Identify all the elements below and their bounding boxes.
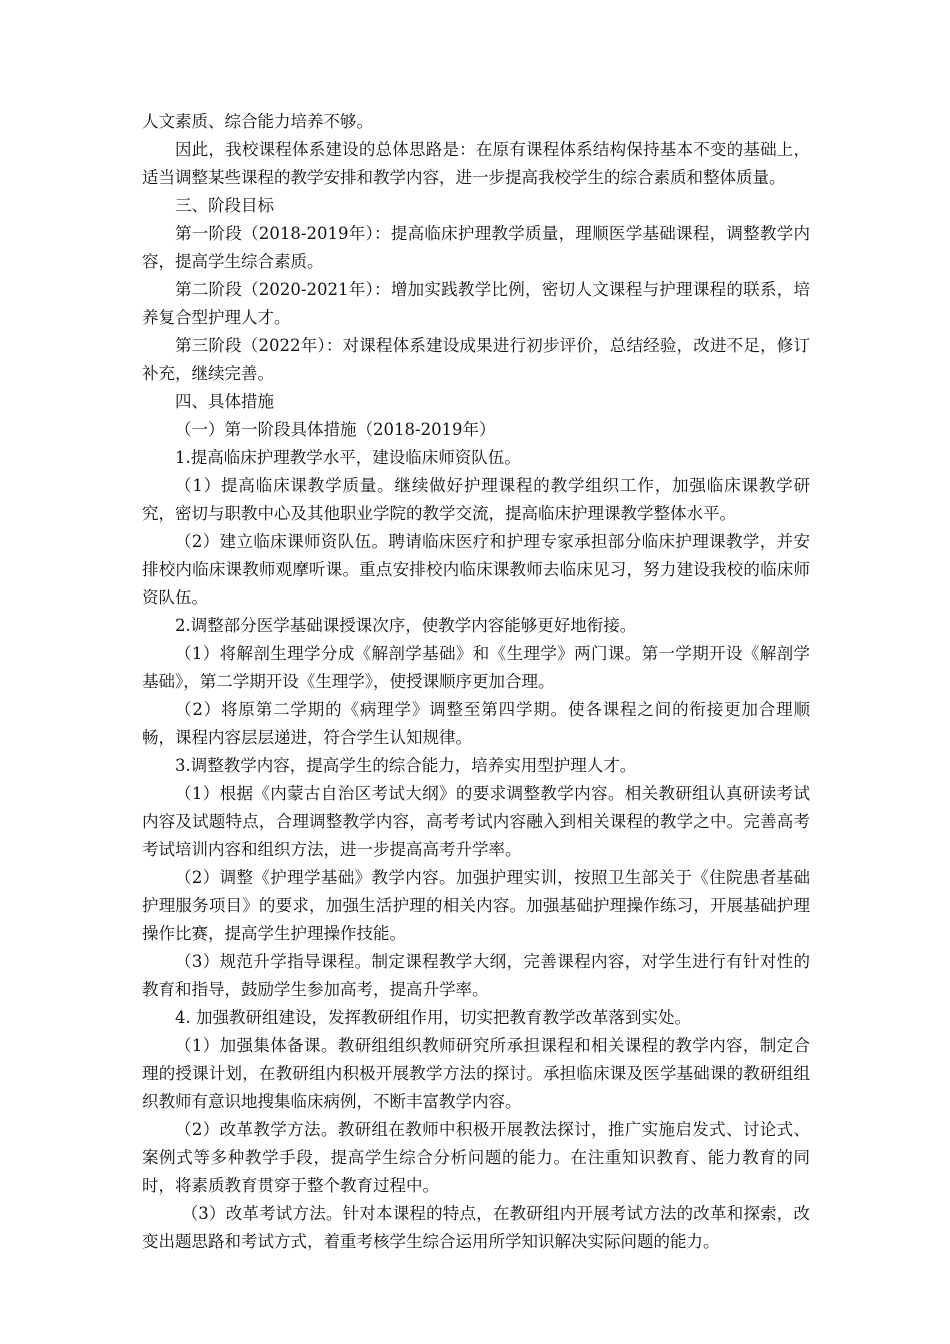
paragraph: （1）将解剖生理学分成《解剖学基础》和《生理学》两门课。第一学期开设《解剖学基础》，第二学期开设《生理学》，使授课顺序更加合理。 [142,644,810,691]
paragraph: （1）加强集体备课。教研组组织教师研究所承担课程和相关课程的教学内容，制定合理的授课计划，在教研组内积极开展教学方法的探讨。承担临床课及医学基础课的教研组组织教师有意识地搜集临床病例，不断丰富教学内容。 [142,1036,810,1111]
paragraph: （2）改革教学方法。教研组在教师中积极开展教法探讨，推广实施启发式、讨论式、案例式等多种教学手段，提高学生综合分析问题的能力。在注重知识教育、能力教育的同时，将素质教育贯穿于整个教育过程中。 [142,1120,810,1195]
section-heading: 四、具体措施 [175,392,274,411]
document-body [142,108,810,1256]
paragraph: （2）将原第二学期的《病理学》调整至第四学期。使各课程之间的衔接更加合理顺畅，课程内容层层递进，符合学生认知规律。 [142,700,810,747]
paragraph: （1）提高临床课教学质量。继续做好护理课程的教学组织工作，加强临床课教学研究，密切与职教中心及其他职业学院的教学交流，提高临床护理课教学整体水平。 [142,476,810,523]
subsection-heading: （一）第一阶段具体措施（2018-2019年） [175,420,496,439]
paragraph: 人文素质、综合能力培养不够。 [142,112,373,131]
paragraph: （1）根据《内蒙古自治区考试大纲》的要求调整教学内容。相关教研组认真研读考试内容及试题特点，合理调整教学内容，高考考试内容融入到相关课程的教学之中。完善高考考试培训内容和组织方法，进一步提高高考升学率。 [142,784,810,859]
section-heading: 三、阶段目标 [175,196,274,215]
paragraph: （3）改革考试方法。针对本课程的特点，在教研组内开展考试方法的改革和探索，改变出题思路和考试方式，着重考核学生综合运用所学知识解决实际问题的能力。 [142,1204,810,1251]
paragraph: 3.调整教学内容，提高学生的综合能力，培养实用型护理人才。 [175,756,637,775]
paragraph: （3）规范升学指导课程。制定课程教学大纲，完善课程内容，对学生进行有针对性的教育和指导，鼓励学生参加高考，提高升学率。 [142,952,810,999]
paragraph: 因此，我校课程体系建设的总体思路是：在原有课程体系结构保持基本不变的基础上，适当调整某些课程的教学安排和教学内容，进一步提高我校学生的综合素质和整体质量。 [142,140,810,187]
paragraph: 第二阶段（2020-2021年）：增加实践教学比例，密切人文课程与护理课程的联系，培养复合型护理人才。 [142,280,810,327]
paragraph: （2）建立临床课师资队伍。聘请临床医疗和护理专家承担部分临床护理课教学，并安排校内临床课教师观摩听课。重点安排校内临床课教师去临床见习，努力建设我校的临床师资队伍。 [142,532,810,607]
paragraph: 4. 加强教研组建设，发挥教研组作用，切实把教育教学改革落到实处。 [175,1008,691,1027]
paragraph: 第三阶段（2022年）：对课程体系建设成果进行初步评价，总结经验，改进不足，修订补充，继续完善。 [142,336,810,383]
paragraph: （2）调整《护理学基础》教学内容。加强护理实训，按照卫生部关于《住院患者基础护理服务项目》的要求，加强生活护理的相关内容。加强基础护理操作练习，开展基础护理操作比赛，提高学生护理操作技能。 [142,868,810,943]
paragraph: 2.调整部分医学基础课授课次序，使教学内容能够更好地衔接。 [175,616,637,635]
paragraph: 第一阶段（2018-2019年）：提高临床护理教学质量，理顺医学基础课程，调整教学内容，提高学生综合素质。 [142,224,810,271]
paragraph: 1.提高临床护理教学水平，建设临床师资队伍。 [175,448,521,467]
